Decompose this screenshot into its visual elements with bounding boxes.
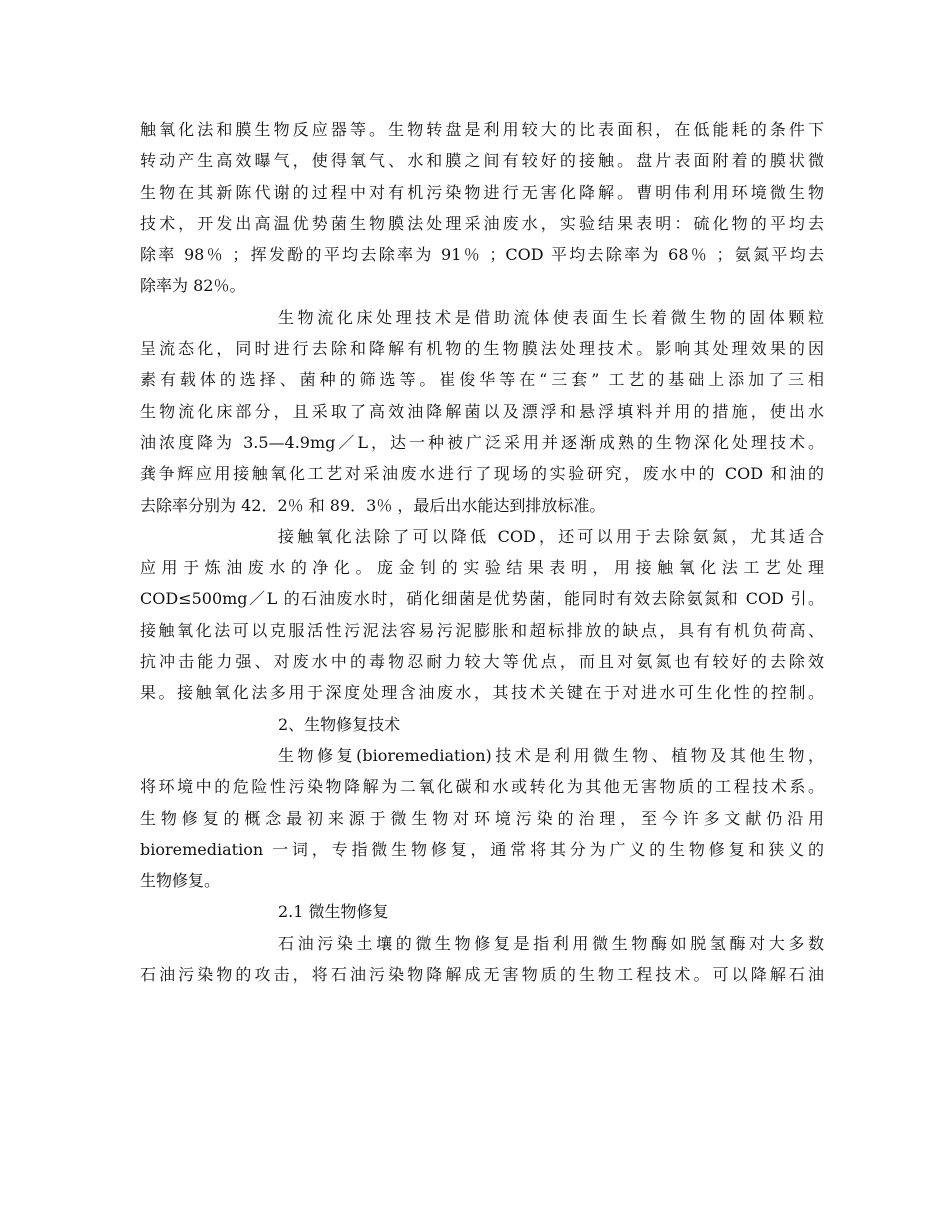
- text-line: 去除率分别为 42．2％ 和 89．3％ ，最后出水能达到排放标准。: [140, 495, 606, 515]
- text-line: 抗冲击能力强、对废水中的毒物忍耐力较大等优点，而且对氨氮也有较好的去除效: [140, 652, 824, 672]
- text-line: 转动产生高效曝气，使得氧气、水和膜之间有较好的接触。盘片表面附着的膜状微: [140, 151, 824, 171]
- text-line: 接触氧化法可以克服活性污泥法容易污泥膨胀和超标排放的缺点，具有有机负荷高、: [140, 620, 824, 640]
- paragraph-first-line: 生物流化床处理技术是借助流体使表面生长着微生物的固体颗粒: [278, 307, 824, 327]
- text-line: 生物在其新陈代谢的过程中对有机污染物进行无害化降解。曹明伟利用环境微生物: [140, 182, 824, 202]
- text-line: 石油污染物的攻击，将石油污染物降解成无害物质的生物工程技术。可以降解石油: [140, 965, 824, 985]
- subsection-heading: 2.1 微生物修复: [278, 902, 389, 922]
- paragraph-first-line: 石油污染土壤的微生物修复是指利用微生物酶如脱氢酶对大多数: [278, 933, 824, 953]
- text-line: 龚争辉应用接触氧化工艺对采油废水进行了现场的实验研究，废水中的 COD 和油的: [140, 464, 824, 484]
- text-line: 应用于炼油废水的净化。庞金钊的实验结果表明，用接触氧化法工艺处理: [140, 558, 824, 578]
- text-line: 触氧化法和膜生物反应器等。生物转盘是利用较大的比表面积，在低能耗的条件下: [140, 120, 824, 139]
- text-line: 将环境中的危险性污染物降解为二氧化碳和水或转化为其他无害物质的工程技术系。: [140, 777, 824, 797]
- body-text: [140, 114, 824, 990]
- text-line: 生物流化床部分，且采取了高效油降解菌以及漂浮和悬浮填料并用的措施，使出水: [140, 401, 824, 421]
- text-line: 除率 98％ ；挥发酚的平均去除率为 91％ ；COD 平均去除率为 68％ ；氨氮平均去: [140, 245, 824, 265]
- paragraph-first-line: 接触氧化法除了可以降低 COD，还可以用于去除氨氮，尤其适合: [278, 526, 824, 546]
- text-line: 素有载体的选择、菌种的筛选等。崔俊华等在“三套” 工艺的基础上添加了三相: [140, 370, 824, 390]
- text-line: bioremediation 一词，专指微生物修复，通常将其分为广义的生物修复和狭义的: [140, 839, 824, 859]
- text-line: 生物修复。: [140, 871, 221, 891]
- text-line: 生物修复的概念最初来源于微生物对环境污染的治理，至今许多文献仍沿用: [140, 808, 824, 828]
- paragraph-first-line: 生物修复(bioremediation)技术是利用微生物、植物及其他生物，: [278, 745, 824, 765]
- text-line: 呈流态化，同时进行去除和降解有机物的生物膜法处理技术。影响其处理效果的因: [140, 339, 824, 359]
- text-line: 除率为 82％。: [140, 276, 246, 296]
- text-line: 果。接触氧化法多用于深度处理含油废水，其技术关键在于对进水可生化性的控制。: [140, 683, 824, 703]
- text-line: 技术，开发出高温优势菌生物膜法处理采油废水，实验结果表明：硫化物的平均去: [140, 213, 824, 233]
- text-line: COD≤500mg／L 的石油废水时，硝化细菌是优势菌，能同时有效去除氨氮和 COD 引。: [140, 589, 824, 609]
- section-heading: 2、生物修复技术: [278, 714, 401, 734]
- text-line: 油浓度降为 3.5—4.9mg／L，达一种被广泛采用并逐渐成熟的生物深化处理技术。: [140, 432, 824, 452]
